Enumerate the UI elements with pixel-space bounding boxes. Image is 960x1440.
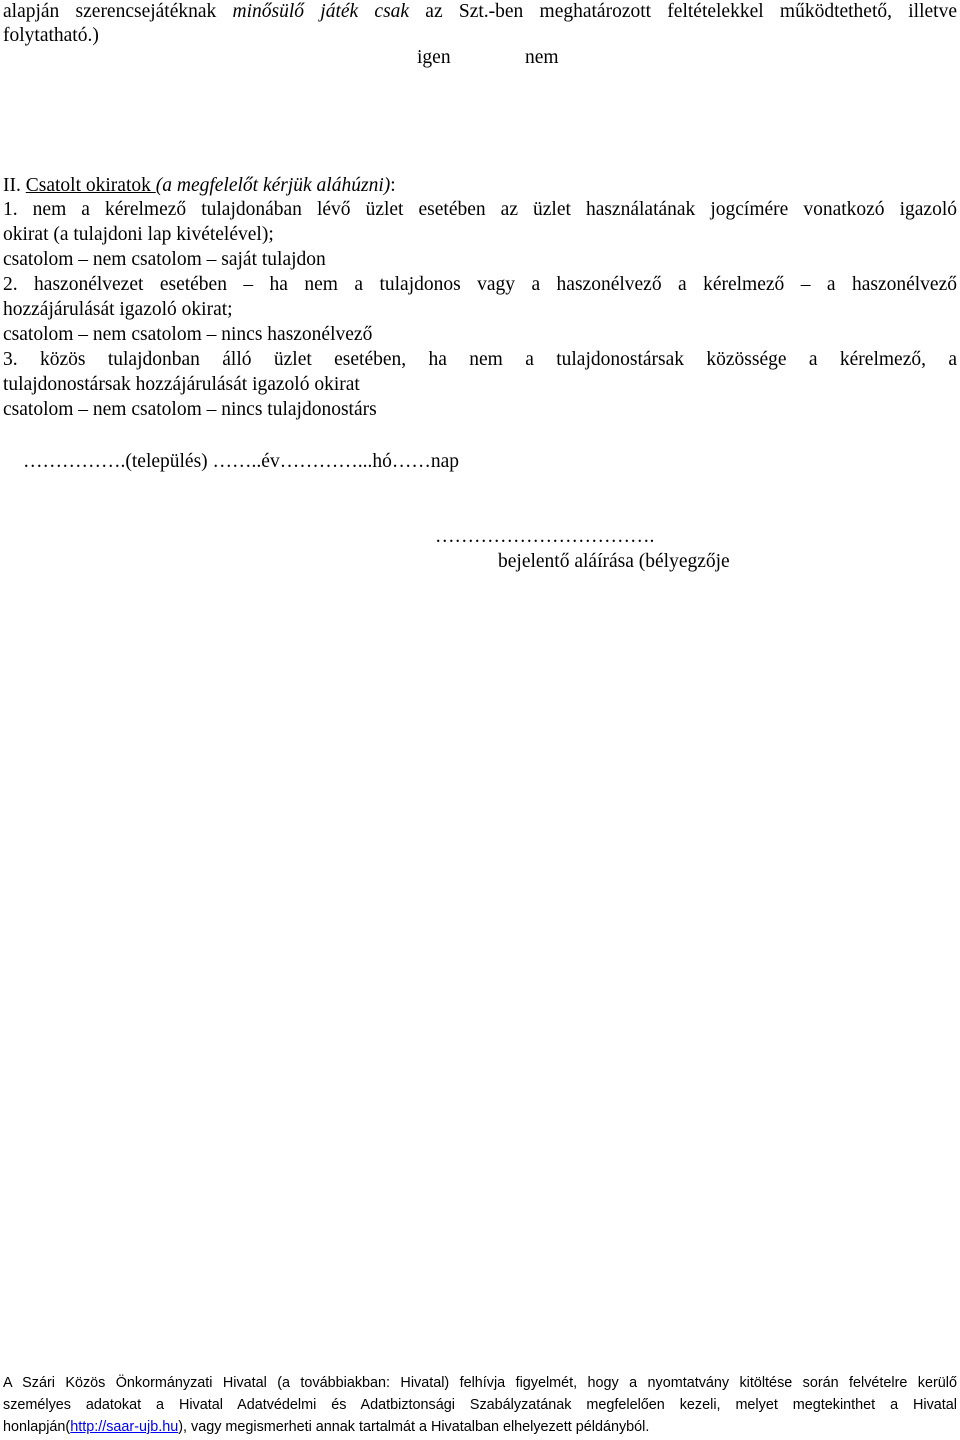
intro-italic-text: minősülő játék csak <box>232 1 410 22</box>
item-1-line-1: 1. nem a kérelmező tulajdonában lévő üzlet esetében az üzlet használatának jogcímére vonatkozó igazoló <box>3 199 957 220</box>
section-number: II. <box>3 175 26 196</box>
footer-line-2: személyes adatokat a Hivatal Adatvédelmi és Adatbiztonsági Szabályzatának megfelelően kezeli, melyet megtekinthet a Hivatal <box>3 1397 957 1413</box>
item-3-options[interactable]: csatolom – nem csatolom – nincs tulajdonostárs <box>3 399 377 420</box>
signature-label: bejelentő aláírása (bélyegzője <box>498 551 730 572</box>
section-title: Csatolt okiratok <box>25 175 156 196</box>
signature-dots[interactable]: ……………………………. <box>435 526 655 547</box>
intro-text: alapján szerencsejátéknak <box>3 1 233 22</box>
footer-line-1: A Szári Közös Önkormányzati Hivatal (a továbbiakban: Hivatal) felhívja figyelmét, hogy a nyomtatvány kitöltése során felvételre kerülő <box>3 1375 957 1391</box>
footer-text: honlapján( <box>3 1419 71 1435</box>
section-colon: : <box>390 175 396 196</box>
item-1-line-2: okirat (a tulajdoni lap kivételével); <box>3 224 274 245</box>
date-place-line[interactable]: …………….(település) ……..év…………...hó……nap <box>23 451 459 472</box>
item-3-line-1: 3. közös tulajdonban álló üzlet esetében, ha nem a tulajdonostársak közössége a kérelmező, a <box>3 349 957 370</box>
item-3-line-2: tulajdonostársak hozzájárulását igazoló okirat <box>3 374 360 395</box>
footer-line-3 <box>3 1416 957 1438</box>
section-2-heading <box>3 174 957 199</box>
choice-no[interactable]: nem <box>525 47 559 68</box>
item-1-options[interactable]: csatolom – nem csatolom – saját tulajdon <box>3 249 326 270</box>
item-2-options[interactable]: csatolom – nem csatolom – nincs haszonélvező <box>3 324 373 345</box>
privacy-footer <box>3 1372 957 1438</box>
section-note: (a megfelelőt kérjük aláhúzni) <box>155 175 391 196</box>
choice-yes[interactable]: igen <box>417 47 451 68</box>
website-link[interactable]: http://saar-ujb.hu <box>70 1419 179 1435</box>
item-2-line-1: 2. haszonélvezet esetében – ha nem a tulajdonos vagy a haszonélvező a kérelmező – a haszonélvező <box>3 274 957 295</box>
intro-line-1 <box>3 0 957 25</box>
footer-text-end: ), vagy megismerheti annak tartalmát a Hivatalban elhelyezett példányból. <box>178 1419 650 1435</box>
item-2-line-2: hozzájárulását igazoló okirat; <box>3 299 233 320</box>
intro-line-2: folytatható.) <box>3 25 99 46</box>
intro-text-end: az Szt.-ben meghatározott feltételekkel működtethető, illetve <box>409 1 957 22</box>
